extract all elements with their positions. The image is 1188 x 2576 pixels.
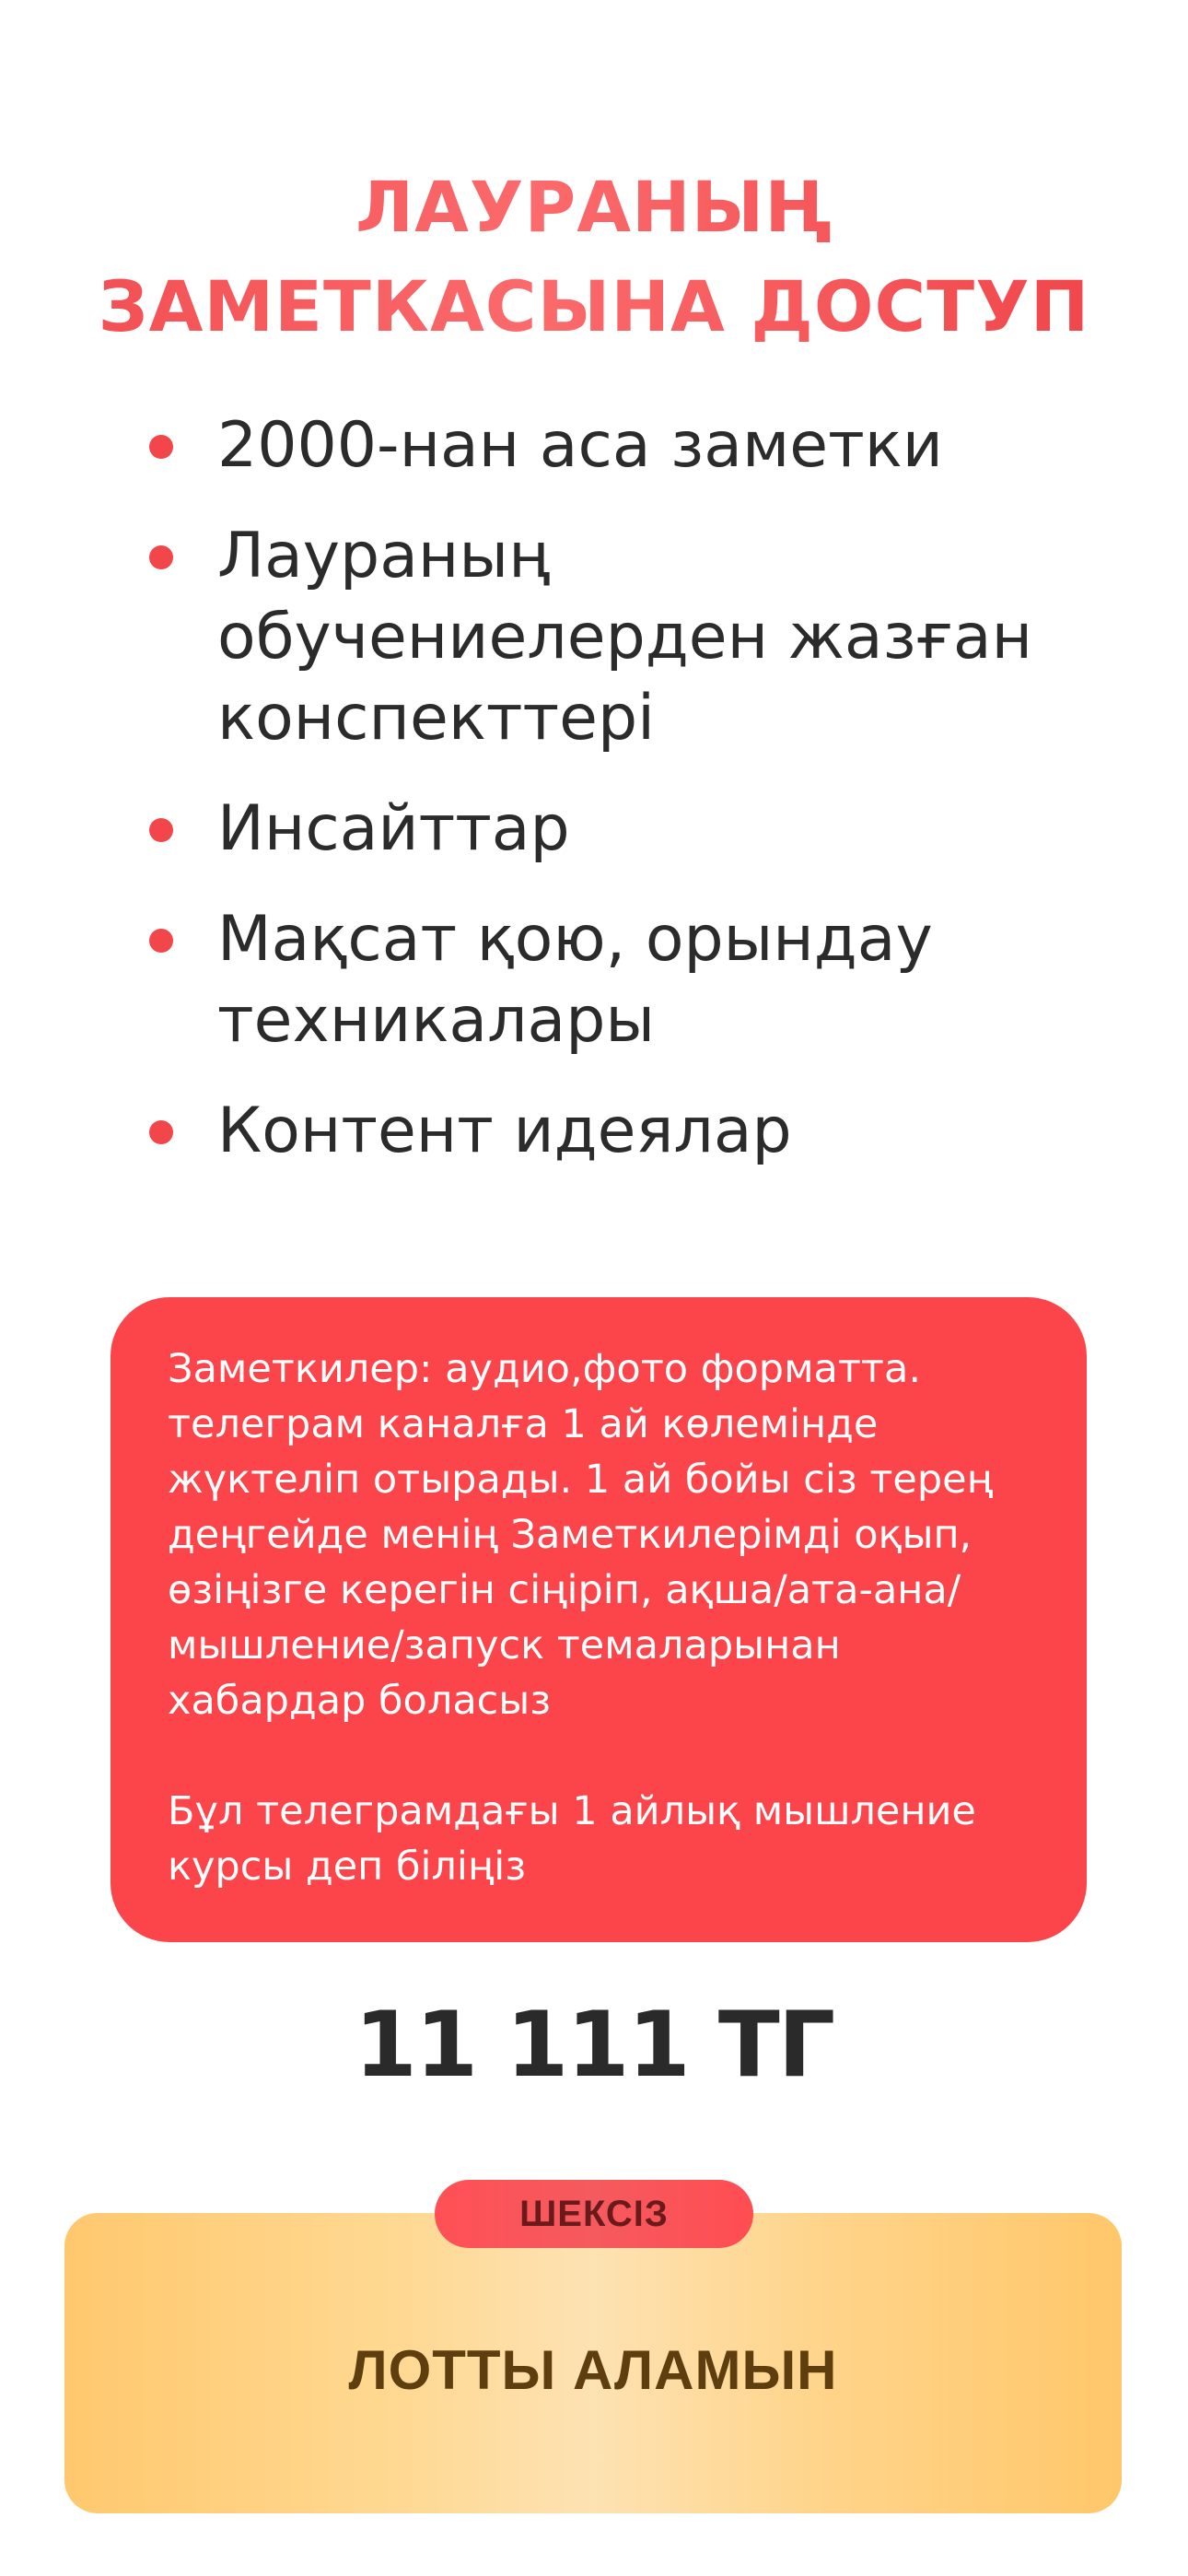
info-paragraph-1: Заметкилер: аудио,фото форматта. телеграм каналға 1 ай көлемінде жүктеліп отырады. 1 ай бойы сіз терең деңгейде менің Заметкилерімді оқып, өзіңізге керегін сіңіріп, ақша/ата-ана/мышление/запуск темаларынан хабардар боласыз — [168, 1346, 994, 1724]
bullet-icon — [149, 818, 173, 842]
page-title-line-2: ЗАМЕТКАСЫНА ДОСТУП — [98, 264, 1090, 347]
feature-text: 2000-нан аса заметки — [217, 409, 943, 482]
bullet-icon — [149, 1120, 173, 1144]
buy-button-label: ЛОТТЫ АЛАМЫН — [348, 2338, 838, 2401]
feature-list — [138, 405, 1059, 1201]
feature-item — [138, 789, 1059, 870]
bullet-icon — [149, 545, 173, 569]
feature-item — [138, 899, 1059, 1061]
page-title-line-1: ЛАУРАНЫҢ — [355, 165, 833, 248]
feature-item — [138, 516, 1059, 759]
info-paragraph-2: Бұл телеграмдағы 1 айлық мышление курсы деп біліңіз — [168, 1788, 976, 1890]
bullet-icon — [149, 929, 173, 953]
buy-button[interactable] — [64, 2213, 1122, 2513]
feature-item — [138, 405, 1059, 486]
feature-text: Мақсат қою, орындау техникалары — [217, 903, 933, 1057]
unlimited-badge: ШЕКСІЗ — [435, 2180, 753, 2248]
feature-text: Лаураның обучениелерден жазған конспекттері — [217, 520, 1033, 755]
info-card — [111, 1297, 1087, 1942]
page-title — [0, 158, 1188, 357]
feature-text: Контент идеялар — [217, 1095, 792, 1167]
feature-item — [138, 1091, 1059, 1172]
feature-text: Инсайттар — [217, 792, 570, 865]
price-label: 11 111 ТГ — [354, 1993, 834, 2098]
bullet-icon — [149, 435, 173, 459]
